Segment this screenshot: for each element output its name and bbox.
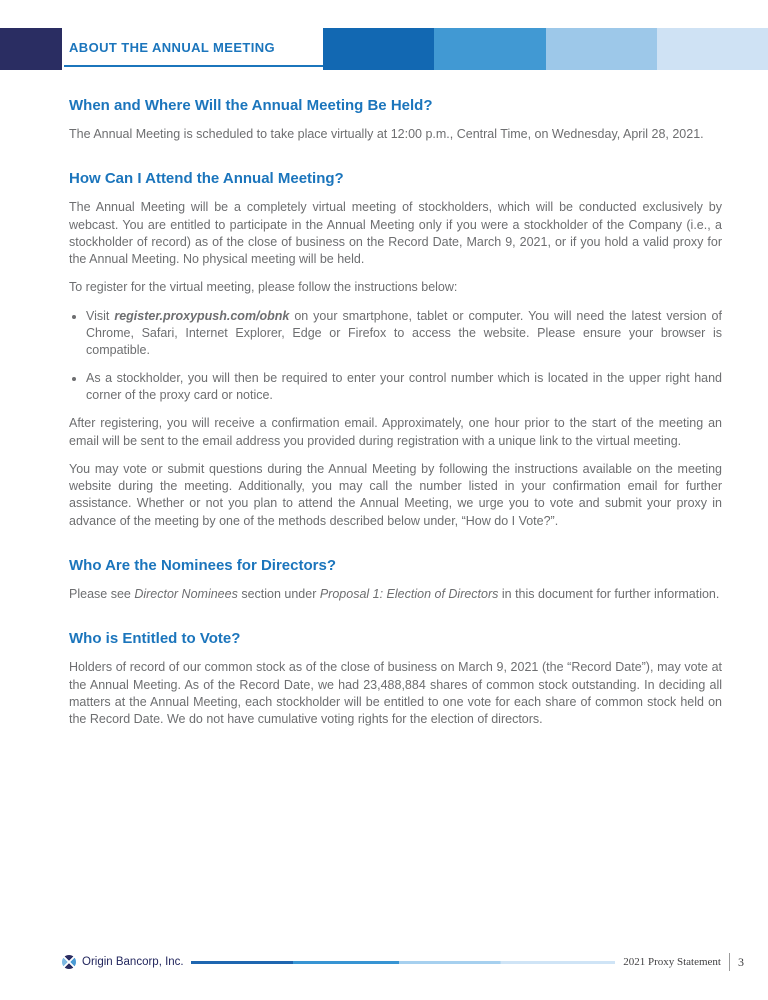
footer-divider [729, 953, 730, 971]
question-heading-nominees: Who Are the Nominees for Directors? [69, 557, 336, 575]
list-item: As a stockholder, you will then be required to enter your control number which is located in the upper right hand corner of the proxy card or notice. [69, 370, 722, 405]
list-item: Visit register.proxypush.com/obnk on your smartphone, tablet or computer. You will need the latest version of Chrome, Safari, Internet Explorer, Edge or Firefox to access the website. Please ensure your browser is compatible. [69, 308, 722, 360]
page-number: 3 [738, 954, 744, 969]
footer-colorbar-line [191, 961, 616, 964]
footer-document-label: 2021 Proxy Statement [623, 956, 721, 968]
paragraph: After registering, you will receive a confirmation email. Approximately, one hour prior to the start of the meeting an email will be sent to the email address you provided during registration with a unique link to the virtual meeting. [69, 416, 722, 448]
question-heading-when-where: When and Where Will the Annual Meeting Be Held? [69, 97, 433, 114]
paragraph: The Annual Meeting will be a completely virtual meeting of stockholders, which will be conducted exclusively by webcast. You are entitled to participate in the Annual Meeting only if you were a stockholder of the Company (i.e., a stockholder of record) as of the close of business on the Record Date, March 9, 2021, or if you hold a valid proxy for the Annual Meeting. No physical meeting will be held. [69, 200, 722, 267]
colorbar-segment-1 [323, 28, 434, 70]
origin-bancorp-logo-icon [62, 955, 76, 969]
paragraph-register-intro: To register for the virtual meeting, please follow the instructions below: [69, 280, 458, 295]
question-heading-how-attend: How Can I Attend the Annual Meeting? [69, 170, 344, 188]
colorbar-segment-3 [546, 28, 657, 70]
colorbar-segment-2 [434, 28, 545, 70]
page-footer [62, 951, 744, 973]
navy-accent-block [0, 28, 62, 70]
registration-instructions-list [69, 308, 722, 404]
section-title: ABOUT THE ANNUAL MEETING [69, 39, 276, 55]
paragraph: The Annual Meeting is scheduled to take place virtually at 12:00 p.m., Central Time, on Wednesday, April 28, 2021. [69, 127, 704, 141]
footer-brand-name: Origin Bancorp, Inc. [82, 956, 184, 968]
paragraph: Holders of record of our common stock as of the close of business on March 9, 2021 (the “Record Date”), may vote at the Annual Meeting. As of the Record Date, we had 23,488,884 shares of common stock outstanding. In deciding all matters at the Annual Meeting, each stockholder will be entitled to one vote for each share of common stock held on the Record Date. We do not have cumulative voting rights for the election of directors. [69, 660, 722, 727]
colorbar-segment-4 [657, 28, 768, 70]
paragraph: Please see Director Nominees section under Proposal 1: Election of Directors in this document for further information. [69, 587, 720, 602]
header-colorbar [323, 28, 768, 70]
section-title-rule [64, 65, 323, 67]
paragraph: You may vote or submit questions during the Annual Meeting by following the instructions available on the meeting website during the meeting. Additionally, you may call the number listed in your confirmation email for further assistance. Whether or not you plan to attend the Annual Meeting, we urge you to vote and submit your proxy in advance of the meeting by one of the methods described below under, “How do I Vote?”. [69, 461, 722, 528]
question-heading-entitled-to-vote: Who is Entitled to Vote? [69, 630, 241, 648]
document-body [69, 70, 722, 740]
section-header-band [0, 28, 768, 70]
